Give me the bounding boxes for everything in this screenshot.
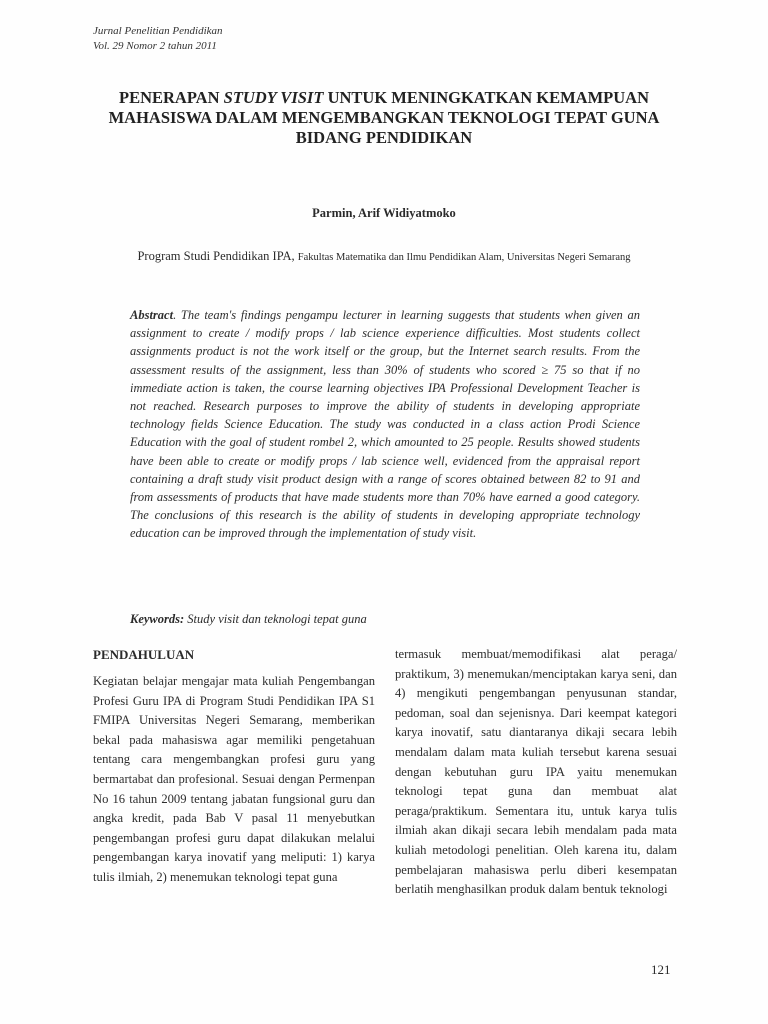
affiliation-faculty: Fakultas Matematika dan Ilmu Pendidikan Alam, Universitas Negeri Semarang (297, 252, 631, 263)
affiliation-main: Program Studi Pendidikan IPA, (137, 249, 298, 263)
left-column (93, 647, 375, 888)
abstract-label: Abstract (130, 308, 174, 322)
paper-authors: Parmin, Arif Widiyatmoko (312, 206, 456, 220)
journal-name: Jurnal Penelitian Pendidikan (93, 25, 223, 37)
right-column (395, 645, 677, 900)
paper-title (100, 88, 668, 148)
title-italic: STUDY VISIT (223, 88, 324, 107)
keywords (130, 612, 367, 627)
journal-volume: Vol. 29 Nomor 2 tahun 2011 (93, 40, 217, 52)
abstract (130, 306, 640, 543)
affiliation (120, 247, 648, 267)
journal-header (93, 24, 223, 54)
keywords-label: Keywords: (130, 612, 185, 626)
title-part2: UNTUK MENINGKATKAN KEMAMPUAN MAHASISWA DALAM MENGEMBANGKAN TEKNOLOGI TEPAT GUNA BIDANG PENDIDIKAN (108, 88, 660, 147)
section-heading: PENDAHULUAN (93, 647, 195, 662)
title-part1: PENERAPAN (118, 88, 224, 107)
left-paragraph: Kegiatan belajar mengajar mata kuliah Pengembangan Profesi Guru IPA di Program Studi Pendidikan IPA S1 FMIPA Universitas Negeri Semarang, memberikan bekal pada mahasiswa agar memiliki pengetahuan tentang cara mengembangkan profesi guru yang bermartabat dan profesional. Sesuai dengan Permenpan No 16 tahun 2009 tentang jabatan fungsional guru dan angka kredit, pada Bab V pasal 11 menyebutkan pengembangan profesi guru dapat dilakukan melalui pengembangan karya inovatif yang meliputi: 1) karya tulis ilmiah, 2) menemukan teknologi tepat guna (93, 674, 375, 884)
right-paragraph: termasuk membuat/memodifikasi alat peraga/ praktikum, 3) menemukan/menciptakan karya seni, dan 4) mengikuti pengembangan penyusunan standar, pedoman, soal dan sejenisnya. Dari keempat kategori karya inovatif, satu diantaranya dikaji secara lebih mendalam dalam mata kuliah tersebut karena sesuai dengan kebutuhan guru IPA yaitu menemukan teknologi tepat guna dan membuat alat peraga/praktikum. Sementara itu, untuk karya tulis ilmiah akan dikaji secara lebih mendalam pada mata kuliah metodologi penelitian. Oleh karena itu, dalam pembelajaran mahasiswa perlu diberi kesempatan berlatih menghasilkan produk dalam bentuk teknologi (395, 647, 677, 897)
keywords-text: Study visit dan teknologi tepat guna (184, 612, 367, 626)
abstract-text: . The team's findings pengampu lecturer in learning suggests that students when given an assignment to create / modify props / lab science experience difficulties. Most students collect assignments product is not the work itself or the group, but the Internet search results. From the assessment results of the assignment, less than 30% of students who scored ≥ 75 so that if no immediate action is taken, the course learning objectives IPA Professional Development Teacher is not reached. Research purposes to improve the ability of students in developing appropriate technology fields Science Education. The study was conducted in a class action Prodi Science Education with the goal of student rombel 2, which amounted to 25 people. Results showed students have been able to create or modify props / lab science well, evidenced from the appraisal report containing a draft study visit product design with a range of scores obtained between 82 to 91 and from assessments of products that have made students more than 70% have earned a good category. The conclusions of this research is the ability of students in developing appropriate technology education can be improved through the implementation of study visit. (130, 308, 640, 541)
page-number: 121 (651, 962, 671, 977)
